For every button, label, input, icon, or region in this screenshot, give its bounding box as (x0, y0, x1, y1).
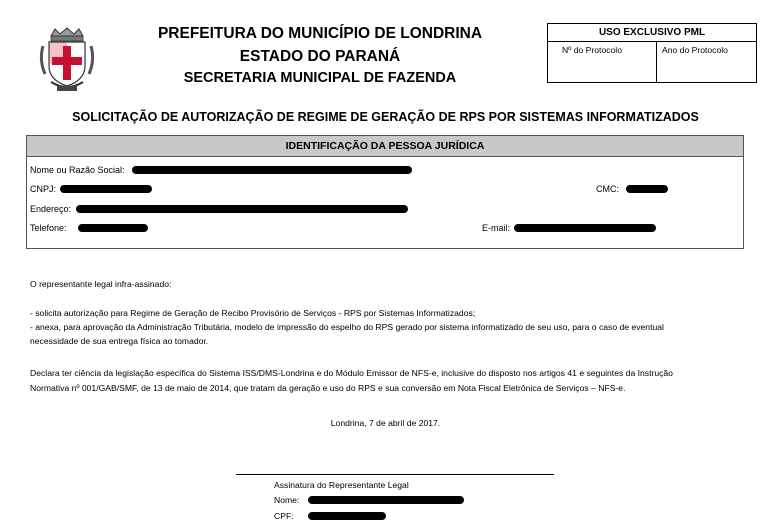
declaration-line1: Declara ter ciência da legislação específica do Sistema ISS/DMS-Londrina e do Módulo Emissor de NFS-e, inclusive do disposto nos artigos 41 e seguintes da Instrução (30, 368, 673, 378)
name-redaction (132, 166, 412, 174)
email-redaction (514, 224, 656, 232)
signer-name-label: Nome: (274, 495, 300, 505)
municipality-title: PREFEITURA DO MUNICÍPIO DE LONDRINA (157, 25, 483, 42)
protocol-number-label: Nº do Protocolo (562, 45, 622, 55)
declaration-line2: Normativa nº 001/GAB/SMF, de 13 de maio de 2014, que tratam da geração e uso do RPS e sua conversão em Nota Fiscal Eletrônica de Serviços – NFS-e. (30, 383, 626, 393)
cnpj-label: CNPJ: (30, 184, 57, 194)
cmc-label: CMC: (596, 184, 619, 194)
coat-of-arms-icon (37, 26, 97, 96)
official-use-box (547, 23, 757, 83)
place-date: Londrina, 7 de abril de 2017. (330, 418, 441, 428)
attachment-item-line1: - anexa, para aprovação da Administração Tributária, modelo de impressão do espelho do RPS gerado por sistema informatizado de seu uso, para o caso de eventual (30, 322, 664, 332)
signer-name-redaction (308, 496, 464, 504)
state-title: ESTADO DO PARANÁ (239, 48, 401, 65)
signature-line (236, 474, 554, 475)
attachment-item-line2: necessidade de sua entrega física ao tomador. (30, 336, 209, 346)
secretariat-title: SECRETARIA MUNICIPAL DE FAZENDA (183, 70, 457, 86)
email-label: E-mail: (482, 223, 511, 233)
protocol-year-label: Ano do Protocolo (656, 42, 756, 82)
signer-cpf-label: CPF: (274, 511, 294, 521)
intro-text: O representante legal infra-assinado: (30, 279, 172, 289)
address-redaction (76, 205, 408, 213)
signer-cpf-redaction (308, 512, 386, 520)
address-label: Endereço: (30, 204, 72, 214)
form-title: SOLICITAÇÃO DE AUTORIZAÇÃO DE REGIME DE GERAÇÃO DE RPS POR SISTEMAS INFORMATIZADOS (72, 110, 699, 124)
cmc-redaction (626, 185, 668, 193)
cnpj-redaction (60, 185, 152, 193)
signature-caption: Assinatura do Representante Legal (274, 480, 409, 490)
identification-section-title: IDENTIFICAÇÃO DA PESSOA JURÍDICA (27, 136, 743, 157)
phone-label: Telefone: (30, 223, 67, 233)
name-label: Nome ou Razão Social: (30, 165, 125, 175)
phone-redaction (78, 224, 148, 232)
request-item: - solicita autorização para Regime de Geração de Recibo Provisório de Serviços - RPS por Sistemas Informatizados; (30, 308, 476, 318)
official-use-title: USO EXCLUSIVO PML (548, 24, 756, 42)
